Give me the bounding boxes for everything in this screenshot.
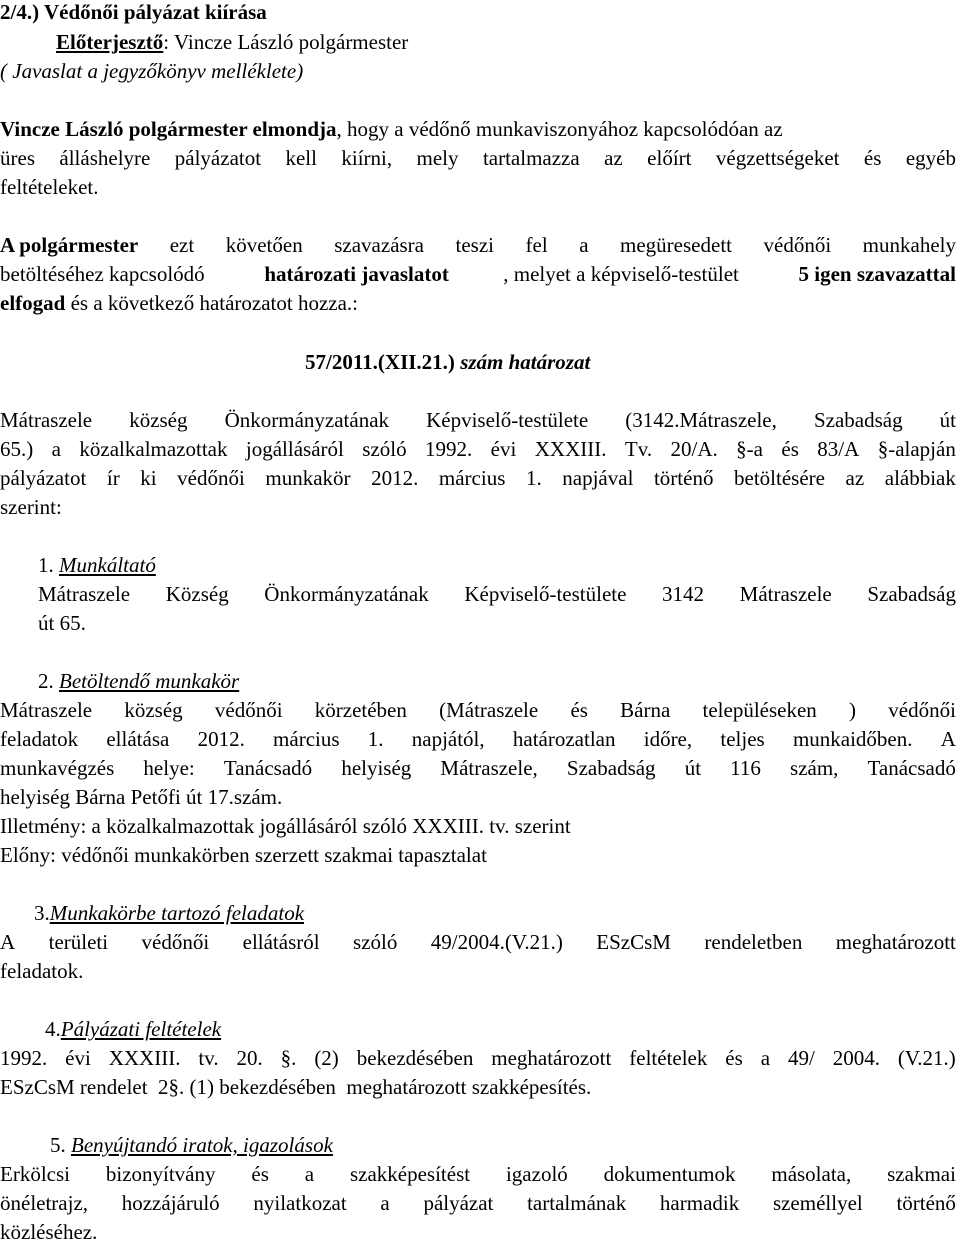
word: Szabadság — [813, 408, 903, 432]
intro-speaker: Vincze László polgármester elmondja — [0, 117, 337, 141]
word: ezt — [169, 233, 195, 257]
word: és — [725, 1046, 743, 1070]
resolution-title — [305, 350, 590, 374]
word: 20. — [236, 1046, 263, 1070]
word: 1. — [367, 727, 384, 751]
section-4-number: 4. — [45, 1017, 61, 1041]
word: végzettségeket — [715, 146, 840, 170]
word: közalkalmazottak — [79, 437, 228, 461]
word: követően — [225, 233, 303, 257]
agenda-title: Védőnői pályázat kiírása — [43, 0, 267, 24]
word: önéletrajz, — [0, 1191, 89, 1215]
word: üres — [0, 146, 35, 170]
word: Község — [165, 582, 229, 606]
section-1-heading — [38, 553, 156, 577]
vote-line-2-c: , melyet a képviselő-testület — [503, 262, 745, 286]
word: Mátraszele — [0, 698, 93, 722]
word: tartalmazza — [482, 146, 580, 170]
word: és — [251, 1162, 269, 1186]
word: község — [124, 698, 183, 722]
word: szóló — [353, 930, 398, 954]
intro-line-2 — [0, 146, 956, 170]
word: 116 — [730, 756, 761, 780]
word: teszi — [455, 233, 494, 257]
word: és — [570, 698, 588, 722]
word: feltételek — [629, 1046, 708, 1070]
word: ki — [140, 466, 157, 490]
word: teljes — [720, 727, 765, 751]
section-4-heading — [45, 1017, 221, 1041]
word: (3142.Mátraszele, — [625, 408, 777, 432]
section-5-heading — [50, 1133, 333, 1157]
word: védőnői — [141, 930, 210, 954]
word: (V.21.) — [897, 1046, 956, 1070]
word: szóló — [362, 437, 407, 461]
word: Képviselő-testülete — [426, 408, 589, 432]
word: Tv. — [624, 437, 653, 461]
vote-line-2-a: betöltéséhez kapcsolódó — [0, 262, 210, 286]
section-2-line-1 — [0, 698, 956, 722]
section-2-title: Betöltendő munkakör — [59, 669, 240, 693]
word: meghatározott — [835, 930, 956, 954]
word: napjától, — [411, 727, 485, 751]
word: pályázatot — [0, 466, 87, 490]
word: 49/2004.(V.21.) — [430, 930, 563, 954]
word: helye: — [143, 756, 195, 780]
section-4-line-2: ESzCsM rendelet 2§. (1) bekezdésében meghatározott szakképesítés. — [0, 1075, 592, 1099]
section-1-number: 1. — [38, 553, 59, 577]
body-line-3 — [0, 466, 956, 490]
word: (2) — [314, 1046, 339, 1070]
word: munkakör — [265, 466, 351, 490]
agenda-heading — [0, 0, 267, 24]
word: Mátraszele — [0, 408, 93, 432]
word: ellátása — [106, 727, 170, 751]
vote-line-1 — [0, 233, 956, 257]
word: tartalmának — [527, 1191, 627, 1215]
word: a — [304, 1162, 315, 1186]
word: kiírni, — [341, 146, 393, 170]
word: út — [684, 756, 702, 780]
word: Képviselő-testülete — [464, 582, 627, 606]
word: munkaidőben. — [792, 727, 913, 751]
word: 2012. — [197, 727, 245, 751]
word: évi — [65, 1046, 91, 1070]
section-2-number: 2. — [38, 669, 59, 693]
word: (Mátraszele — [439, 698, 539, 722]
body-line-1 — [0, 408, 956, 432]
section-5-line-3: közléséhez. — [0, 1220, 98, 1244]
word: Mátraszele — [38, 582, 131, 606]
word: és — [863, 146, 882, 170]
word: március — [273, 727, 340, 751]
word: a — [760, 1046, 771, 1070]
section-3-line-1 — [0, 930, 956, 954]
word: védőnői — [763, 233, 832, 257]
word: 83/A — [817, 437, 860, 461]
vote-line-3-rest: és a következő határozatot hozza.: — [65, 291, 359, 315]
word: szakképesítést — [349, 1162, 471, 1186]
word: Tanácsadó — [867, 756, 956, 780]
word: út — [939, 408, 956, 432]
word: XXXIII. — [534, 437, 607, 461]
word: Tanácsadó — [223, 756, 313, 780]
section-2-line-5: Illetmény: a közalkalmazottak jogállásáról szóló XXXIII. tv. szerint — [0, 814, 571, 838]
section-5-title: Benyújtandó iratok, igazolások — [71, 1133, 333, 1157]
word: szám, — [790, 756, 839, 780]
word: 2004. — [832, 1046, 880, 1070]
word: történő — [896, 1191, 956, 1215]
section-4-line-1 — [0, 1046, 956, 1070]
vote-line-3 — [0, 291, 358, 315]
word: településeken — [702, 698, 817, 722]
word: védőnői — [214, 698, 283, 722]
body-line-4: szerint: — [0, 495, 62, 519]
word: munkahely — [862, 233, 956, 257]
section-5-line-1 — [0, 1162, 956, 1186]
word: jogállásáról — [245, 437, 344, 461]
section-3-line-2: feladatok. — [0, 959, 84, 983]
word: alábbiak — [884, 466, 956, 490]
word: hozzájáruló — [121, 1191, 220, 1215]
word: Önkormányzatának — [264, 582, 429, 606]
word: Szabadság — [566, 756, 656, 780]
word: 3142 — [662, 582, 705, 606]
section-5-number: 5. — [50, 1133, 71, 1157]
section-3-heading — [34, 901, 304, 925]
word: körzetében — [314, 698, 407, 722]
word: munkavégzés — [0, 756, 115, 780]
section-2-line-6: Előny: védőnői munkakörben szerzett szakmai tapasztalat — [0, 843, 487, 867]
word: másolata, — [771, 1162, 852, 1186]
word: betöltésére — [734, 466, 825, 490]
word: tv. — [198, 1046, 219, 1070]
word: §-a — [736, 437, 763, 461]
section-2-line-4: helyiség Bárna Petőfi út 17.szám. — [0, 785, 283, 809]
word: előírt — [647, 146, 692, 170]
section-2-line-2 — [0, 727, 956, 751]
word: feladatok — [0, 727, 79, 751]
resolution-number: 57/2011.(XII.21.) — [305, 350, 455, 374]
word: történő — [653, 466, 714, 490]
word: község — [129, 408, 188, 432]
word: területi — [48, 930, 109, 954]
presenter-line — [56, 30, 408, 54]
word: 2012. — [371, 466, 419, 490]
word: pályázatot — [174, 146, 262, 170]
intro-line-3: feltételeket. — [0, 175, 99, 199]
body-line-2 — [0, 437, 956, 461]
section-3-title: Munkakörbe tartozó feladatok — [49, 901, 305, 925]
word: megüresedett — [620, 233, 732, 257]
word: álláshelyre — [59, 146, 151, 170]
vote-subject: A polgármester — [0, 233, 139, 257]
word: kell — [285, 146, 317, 170]
word: évi — [490, 437, 517, 461]
word: védőnői — [177, 466, 245, 490]
section-4-title: Pályázati feltételek — [60, 1017, 222, 1041]
word: Szabadság — [867, 582, 956, 606]
word: Mátraszele — [739, 582, 832, 606]
word: Bárna — [620, 698, 671, 722]
vote-proposal: határozati javaslatot — [264, 262, 449, 286]
word: meghatározott — [491, 1046, 612, 1070]
word: pályázat — [423, 1191, 494, 1215]
word: A — [0, 930, 16, 954]
word: fel — [525, 233, 548, 257]
word: §-alapján — [877, 437, 956, 461]
word: 1. — [525, 466, 542, 490]
word: rendeletben — [704, 930, 803, 954]
word: az — [604, 146, 623, 170]
word: A — [940, 727, 956, 751]
vote-line-2 — [0, 262, 956, 286]
word: §. — [280, 1046, 297, 1070]
vote-count: 5 igen szavazattal — [798, 262, 956, 286]
word: március — [438, 466, 506, 490]
word: XXXIII. — [108, 1046, 181, 1070]
intro-line-1-rest: , hogy a védőnő munkaviszonyához kapcsolódóan az — [336, 117, 783, 141]
word: és — [781, 437, 799, 461]
section-5-line-2 — [0, 1191, 956, 1215]
word: 20/A. — [670, 437, 718, 461]
word: napjával — [562, 466, 634, 490]
word: a — [579, 233, 589, 257]
resolution-label: szám határozat — [454, 350, 591, 374]
presenter-value: : Vincze László polgármester — [163, 30, 409, 54]
word: dokumentumok — [603, 1162, 736, 1186]
word: a — [380, 1191, 390, 1215]
word: 1992. — [425, 437, 473, 461]
word: 65.) — [0, 437, 34, 461]
word: ír — [106, 466, 120, 490]
word: bekezdésében — [356, 1046, 474, 1070]
annex-note: ( Javaslat a jegyzőkönyv melléklete) — [0, 59, 304, 83]
word: helyiség — [341, 756, 412, 780]
word: mely — [416, 146, 459, 170]
word: 1992. — [0, 1046, 48, 1070]
word: határozatlan — [512, 727, 616, 751]
word: ESzCsM — [596, 930, 671, 954]
word: szakmai — [887, 1162, 956, 1186]
word: védőnői — [888, 698, 956, 722]
agenda-number: 2/4.) — [0, 0, 40, 24]
word: 49/ — [787, 1046, 815, 1070]
word: Erkölcsi — [0, 1162, 70, 1186]
section-3-number: 3. — [34, 901, 50, 925]
word: nyilatkozat — [253, 1191, 347, 1215]
word: harmadik — [659, 1191, 740, 1215]
presenter-label: Előterjesztő — [56, 30, 164, 54]
word: igazoló — [505, 1162, 568, 1186]
word: szavazásra — [334, 233, 424, 257]
word: bizonyítvány — [105, 1162, 216, 1186]
section-2-line-3 — [0, 756, 956, 780]
word: Önkormányzatának — [224, 408, 390, 432]
section-1-title: Munkáltató — [59, 553, 156, 577]
word: az — [845, 466, 865, 490]
word: ellátásról — [242, 930, 320, 954]
word: Mátraszele, — [440, 756, 538, 780]
section-1-line-1 — [38, 582, 956, 606]
section-1-line-2: út 65. — [38, 611, 86, 635]
word: egyéb — [905, 146, 956, 170]
vote-accept: elfogad — [0, 291, 66, 315]
word: ) — [849, 698, 857, 722]
word: időre, — [643, 727, 693, 751]
intro-line-1 — [0, 117, 783, 141]
section-2-heading — [38, 669, 239, 693]
word: személlyel — [772, 1191, 863, 1215]
word: a — [51, 437, 61, 461]
